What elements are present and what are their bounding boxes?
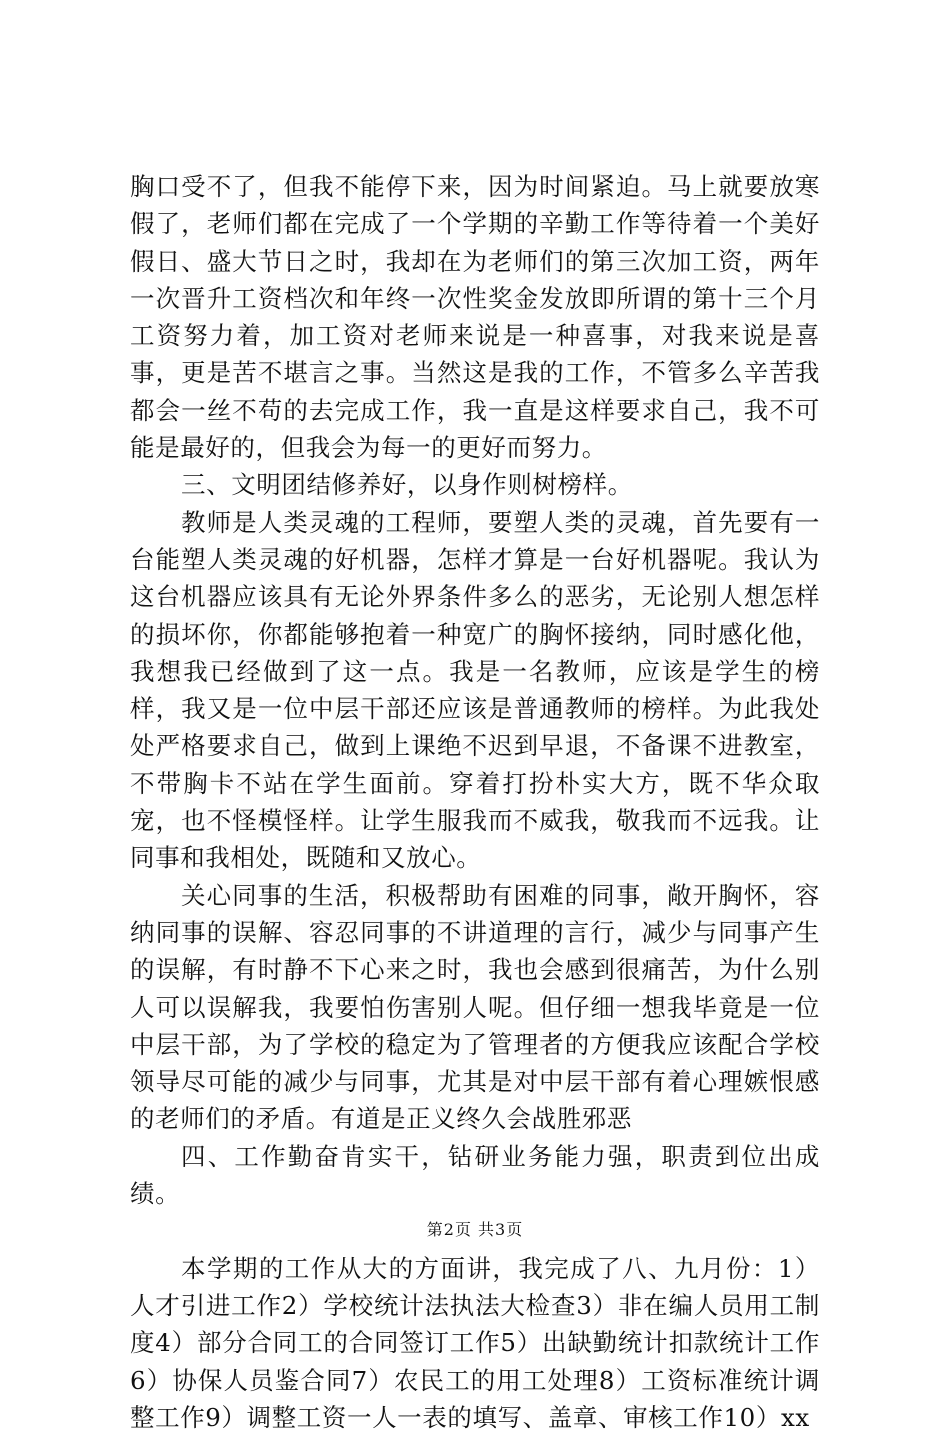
section-heading-four: 四、工作勤奋肯实干，钻研业务能力强，职责到位出成绩。 [130, 1141, 820, 1209]
document-body [130, 168, 820, 1436]
page-number-footer: 第2页 共3页 [426, 1220, 524, 1239]
section-heading-three: 三、文明团结修养好，以身作则树榜样。 [181, 470, 633, 500]
paragraph-semester-work: 本学期的工作从大的方面讲，我完成了八、九月份：1）人才引进工作2）学校统计法执法大检查3）非在编人员用工制度4）部分合同工的合同签订工作5）出缺勤统计扣款统计工作6）协保人员鉴合同7）农民工的用工处理8）工资标准统计调整工作9）调整工资一人一表的填写、盖章、审核工作10）xx [130, 1253, 820, 1432]
paragraph-continuation: 胸口受不了，但我不能停下来，因为时间紧迫。马上就要放寒假了，老师们都在完成了一个学期的辛勤工作等待着一个美好假日、盛大节日之时，我却在为老师们的第三次加工资，两年一次晋升工资档次和年终一次性奖金发放即所谓的第十三个月工资努力着，加工资对老师来说是一种喜事，对我来说是喜事，更是苦不堪言之事。当然这是我的工作，不管多么辛苦我都会一丝不苟的去完成工作，我一直是这样要求自己，我不可能是最好的，但我会为每一的更好而努力。 [130, 172, 820, 463]
paragraph-teacher-role: 教师是人类灵魂的工程师，要塑人类的灵魂，首先要有一台能塑人类灵魂的好机器，怎样才算是一台好机器呢。我认为这台机器应该具有无论外界条件多么的恶劣，无论别人想怎样的损坏你，你都能够抱着一种宽广的胸怀接纳，同时感化他，我想我已经做到了这一点。我是一名教师，应该是学生的榜样，我又是一位中层干部还应该是普通教师的榜样。为此我处处严格要求自己，做到上课绝不迟到早退，不备课不进教室，不带胸卡不站在学生面前。穿着打扮朴实大方，既不华众取宠，也不怪模怪样。让学生服我而不威我，敬我而不远我。让同事和我相处，既随和又放心。 [130, 507, 820, 873]
paragraph-colleagues: 关心同事的生活，积极帮助有困难的同事，敞开胸怀，容纳同事的误解、容忍同事的不讲道理的言行，减少与同事产生的误解，有时静不下心来之时，我也会感到很痛苦，为什么别人可以误解我，我要怕伤害别人呢。但仔细一想我毕竟是一位中层干部，为了学校的稳定为了管理者的方便我应该配合学校领导尽可能的减少与同事，尤其是对中层干部有着心理嫉恨感的老师们的矛盾。有道是正义终久会战胜邪恶 [130, 880, 820, 1134]
